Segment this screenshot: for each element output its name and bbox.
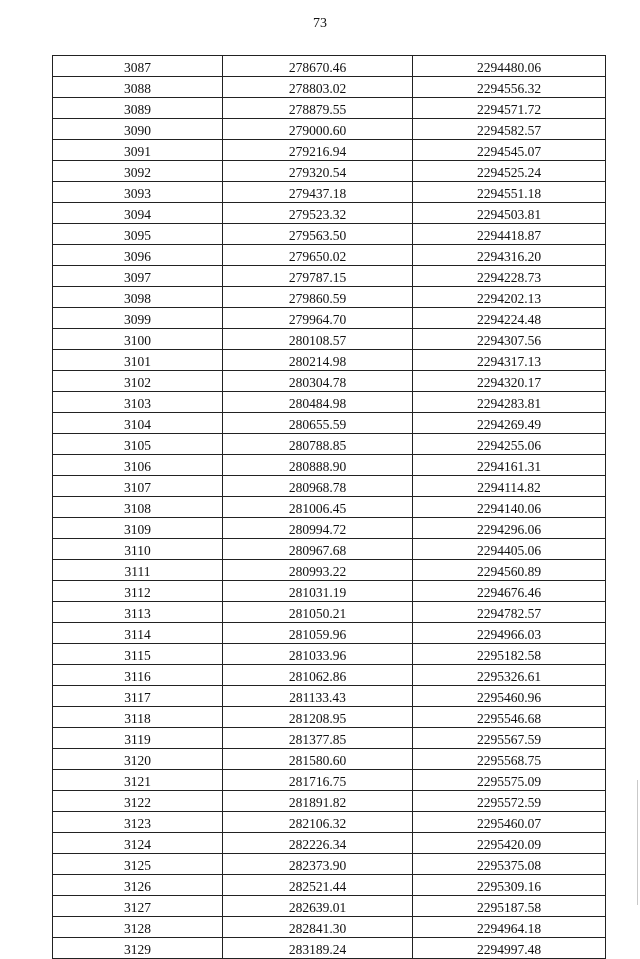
y-coordinate-cell: 2295309.16 xyxy=(413,875,606,896)
point-number-cell: 3115 xyxy=(53,644,223,665)
x-coordinate-cell: 281133.43 xyxy=(223,686,413,707)
point-number-cell: 3098 xyxy=(53,287,223,308)
point-number-cell: 3112 xyxy=(53,581,223,602)
x-coordinate-cell: 281033.96 xyxy=(223,644,413,665)
y-coordinate-cell: 2294782.57 xyxy=(413,602,606,623)
y-coordinate-cell: 2295187.58 xyxy=(413,896,606,917)
point-number-cell: 3094 xyxy=(53,203,223,224)
x-coordinate-cell: 278670.46 xyxy=(223,56,413,77)
x-coordinate-cell: 281059.96 xyxy=(223,623,413,644)
point-number-cell: 3122 xyxy=(53,791,223,812)
x-coordinate-cell: 281062.86 xyxy=(223,665,413,686)
point-number-cell: 3108 xyxy=(53,497,223,518)
y-coordinate-cell: 2295420.09 xyxy=(413,833,606,854)
point-number-cell: 3096 xyxy=(53,245,223,266)
coordinates-table-container xyxy=(52,55,605,959)
y-coordinate-cell: 2295182.58 xyxy=(413,644,606,665)
point-number-cell: 3113 xyxy=(53,602,223,623)
y-coordinate-cell: 2294582.57 xyxy=(413,119,606,140)
point-number-cell: 3119 xyxy=(53,728,223,749)
table-row xyxy=(53,518,606,539)
x-coordinate-cell: 282841.30 xyxy=(223,917,413,938)
table-row xyxy=(53,98,606,119)
table-row xyxy=(53,308,606,329)
y-coordinate-cell: 2294560.89 xyxy=(413,560,606,581)
x-coordinate-cell: 279787.15 xyxy=(223,266,413,287)
table-row xyxy=(53,455,606,476)
page-number: 73 xyxy=(313,16,327,31)
y-coordinate-cell: 2294224.48 xyxy=(413,308,606,329)
table-row xyxy=(53,266,606,287)
table-row xyxy=(53,560,606,581)
x-coordinate-cell: 280967.68 xyxy=(223,539,413,560)
table-row xyxy=(53,413,606,434)
x-coordinate-cell: 281006.45 xyxy=(223,497,413,518)
y-coordinate-cell: 2294418.87 xyxy=(413,224,606,245)
y-coordinate-cell: 2294480.06 xyxy=(413,56,606,77)
table-row xyxy=(53,119,606,140)
point-number-cell: 3103 xyxy=(53,392,223,413)
x-coordinate-cell: 281377.85 xyxy=(223,728,413,749)
y-coordinate-cell: 2294966.03 xyxy=(413,623,606,644)
x-coordinate-cell: 279860.59 xyxy=(223,287,413,308)
x-coordinate-cell: 281891.82 xyxy=(223,791,413,812)
point-number-cell: 3120 xyxy=(53,749,223,770)
x-coordinate-cell: 279437.18 xyxy=(223,182,413,203)
table-row xyxy=(53,938,606,959)
y-coordinate-cell: 2294317.13 xyxy=(413,350,606,371)
table-row xyxy=(53,161,606,182)
point-number-cell: 3106 xyxy=(53,455,223,476)
point-number-cell: 3124 xyxy=(53,833,223,854)
table-row xyxy=(53,203,606,224)
y-coordinate-cell: 2294556.32 xyxy=(413,77,606,98)
point-number-cell: 3088 xyxy=(53,77,223,98)
x-coordinate-cell: 282639.01 xyxy=(223,896,413,917)
y-coordinate-cell: 2295567.59 xyxy=(413,728,606,749)
table-row xyxy=(53,644,606,665)
y-coordinate-cell: 2295568.75 xyxy=(413,749,606,770)
point-number-cell: 3102 xyxy=(53,371,223,392)
x-coordinate-cell: 280888.90 xyxy=(223,455,413,476)
point-number-cell: 3127 xyxy=(53,896,223,917)
table-row xyxy=(53,917,606,938)
y-coordinate-cell: 2294997.48 xyxy=(413,938,606,959)
point-number-cell: 3111 xyxy=(53,560,223,581)
point-number-cell: 3125 xyxy=(53,854,223,875)
x-coordinate-cell: 280304.78 xyxy=(223,371,413,392)
y-coordinate-cell: 2294140.06 xyxy=(413,497,606,518)
x-coordinate-cell: 280655.59 xyxy=(223,413,413,434)
point-number-cell: 3110 xyxy=(53,539,223,560)
point-number-cell: 3114 xyxy=(53,623,223,644)
point-number-cell: 3126 xyxy=(53,875,223,896)
y-coordinate-cell: 2295326.61 xyxy=(413,665,606,686)
point-number-cell: 3092 xyxy=(53,161,223,182)
y-coordinate-cell: 2295546.68 xyxy=(413,707,606,728)
point-number-cell: 3117 xyxy=(53,686,223,707)
point-number-cell: 3116 xyxy=(53,665,223,686)
scan-edge-line xyxy=(637,780,638,905)
coordinates-table xyxy=(52,55,606,959)
y-coordinate-cell: 2294202.13 xyxy=(413,287,606,308)
point-number-cell: 3093 xyxy=(53,182,223,203)
y-coordinate-cell: 2295460.96 xyxy=(413,686,606,707)
point-number-cell: 3104 xyxy=(53,413,223,434)
table-row xyxy=(53,371,606,392)
x-coordinate-cell: 280994.72 xyxy=(223,518,413,539)
table-row xyxy=(53,476,606,497)
y-coordinate-cell: 2294269.49 xyxy=(413,413,606,434)
table-row xyxy=(53,854,606,875)
table-row xyxy=(53,287,606,308)
table-row xyxy=(53,623,606,644)
y-coordinate-cell: 2294255.06 xyxy=(413,434,606,455)
y-coordinate-cell: 2294503.81 xyxy=(413,203,606,224)
x-coordinate-cell: 282373.90 xyxy=(223,854,413,875)
table-row xyxy=(53,896,606,917)
y-coordinate-cell: 2295572.59 xyxy=(413,791,606,812)
x-coordinate-cell: 283189.24 xyxy=(223,938,413,959)
x-coordinate-cell: 280993.22 xyxy=(223,560,413,581)
table-row xyxy=(53,812,606,833)
point-number-cell: 3089 xyxy=(53,98,223,119)
point-number-cell: 3107 xyxy=(53,476,223,497)
table-row xyxy=(53,686,606,707)
y-coordinate-cell: 2294545.07 xyxy=(413,140,606,161)
point-number-cell: 3097 xyxy=(53,266,223,287)
table-row xyxy=(53,392,606,413)
point-number-cell: 3121 xyxy=(53,770,223,791)
table-row xyxy=(53,140,606,161)
y-coordinate-cell: 2294676.46 xyxy=(413,581,606,602)
y-coordinate-cell: 2295575.09 xyxy=(413,770,606,791)
table-row xyxy=(53,434,606,455)
table-row xyxy=(53,581,606,602)
point-number-cell: 3090 xyxy=(53,119,223,140)
y-coordinate-cell: 2294551.18 xyxy=(413,182,606,203)
y-coordinate-cell: 2294571.72 xyxy=(413,98,606,119)
x-coordinate-cell: 279000.60 xyxy=(223,119,413,140)
point-number-cell: 3100 xyxy=(53,329,223,350)
y-coordinate-cell: 2294320.17 xyxy=(413,371,606,392)
x-coordinate-cell: 281031.19 xyxy=(223,581,413,602)
table-row xyxy=(53,665,606,686)
table-row xyxy=(53,707,606,728)
x-coordinate-cell: 279320.54 xyxy=(223,161,413,182)
y-coordinate-cell: 2294296.06 xyxy=(413,518,606,539)
x-coordinate-cell: 281050.21 xyxy=(223,602,413,623)
y-coordinate-cell: 2294405.06 xyxy=(413,539,606,560)
x-coordinate-cell: 280214.98 xyxy=(223,350,413,371)
x-coordinate-cell: 281208.95 xyxy=(223,707,413,728)
y-coordinate-cell: 2294114.82 xyxy=(413,476,606,497)
x-coordinate-cell: 280108.57 xyxy=(223,329,413,350)
table-row xyxy=(53,539,606,560)
point-number-cell: 3087 xyxy=(53,56,223,77)
table-row xyxy=(53,770,606,791)
table-row xyxy=(53,497,606,518)
y-coordinate-cell: 2294283.81 xyxy=(413,392,606,413)
point-number-cell: 3091 xyxy=(53,140,223,161)
point-number-cell: 3129 xyxy=(53,938,223,959)
y-coordinate-cell: 2294228.73 xyxy=(413,266,606,287)
y-coordinate-cell: 2295375.08 xyxy=(413,854,606,875)
y-coordinate-cell: 2294316.20 xyxy=(413,245,606,266)
table-row xyxy=(53,602,606,623)
point-number-cell: 3095 xyxy=(53,224,223,245)
y-coordinate-cell: 2294161.31 xyxy=(413,455,606,476)
y-coordinate-cell: 2294525.24 xyxy=(413,161,606,182)
y-coordinate-cell: 2294307.56 xyxy=(413,329,606,350)
x-coordinate-cell: 281716.75 xyxy=(223,770,413,791)
x-coordinate-cell: 281580.60 xyxy=(223,749,413,770)
table-body xyxy=(53,56,606,959)
table-row xyxy=(53,224,606,245)
table-row xyxy=(53,350,606,371)
point-number-cell: 3099 xyxy=(53,308,223,329)
x-coordinate-cell: 280484.98 xyxy=(223,392,413,413)
x-coordinate-cell: 279650.02 xyxy=(223,245,413,266)
x-coordinate-cell: 279216.94 xyxy=(223,140,413,161)
table-row xyxy=(53,833,606,854)
table-row xyxy=(53,245,606,266)
x-coordinate-cell: 280968.78 xyxy=(223,476,413,497)
x-coordinate-cell: 282521.44 xyxy=(223,875,413,896)
table-row xyxy=(53,56,606,77)
x-coordinate-cell: 279563.50 xyxy=(223,224,413,245)
point-number-cell: 3109 xyxy=(53,518,223,539)
x-coordinate-cell: 279964.70 xyxy=(223,308,413,329)
x-coordinate-cell: 282106.32 xyxy=(223,812,413,833)
table-row xyxy=(53,329,606,350)
point-number-cell: 3105 xyxy=(53,434,223,455)
x-coordinate-cell: 278879.55 xyxy=(223,98,413,119)
x-coordinate-cell: 282226.34 xyxy=(223,833,413,854)
table-row xyxy=(53,728,606,749)
table-row xyxy=(53,77,606,98)
x-coordinate-cell: 280788.85 xyxy=(223,434,413,455)
point-number-cell: 3118 xyxy=(53,707,223,728)
y-coordinate-cell: 2295460.07 xyxy=(413,812,606,833)
table-row xyxy=(53,791,606,812)
y-coordinate-cell: 2294964.18 xyxy=(413,917,606,938)
table-row xyxy=(53,182,606,203)
table-row xyxy=(53,749,606,770)
point-number-cell: 3101 xyxy=(53,350,223,371)
table-row xyxy=(53,875,606,896)
point-number-cell: 3123 xyxy=(53,812,223,833)
x-coordinate-cell: 278803.02 xyxy=(223,77,413,98)
point-number-cell: 3128 xyxy=(53,917,223,938)
x-coordinate-cell: 279523.32 xyxy=(223,203,413,224)
